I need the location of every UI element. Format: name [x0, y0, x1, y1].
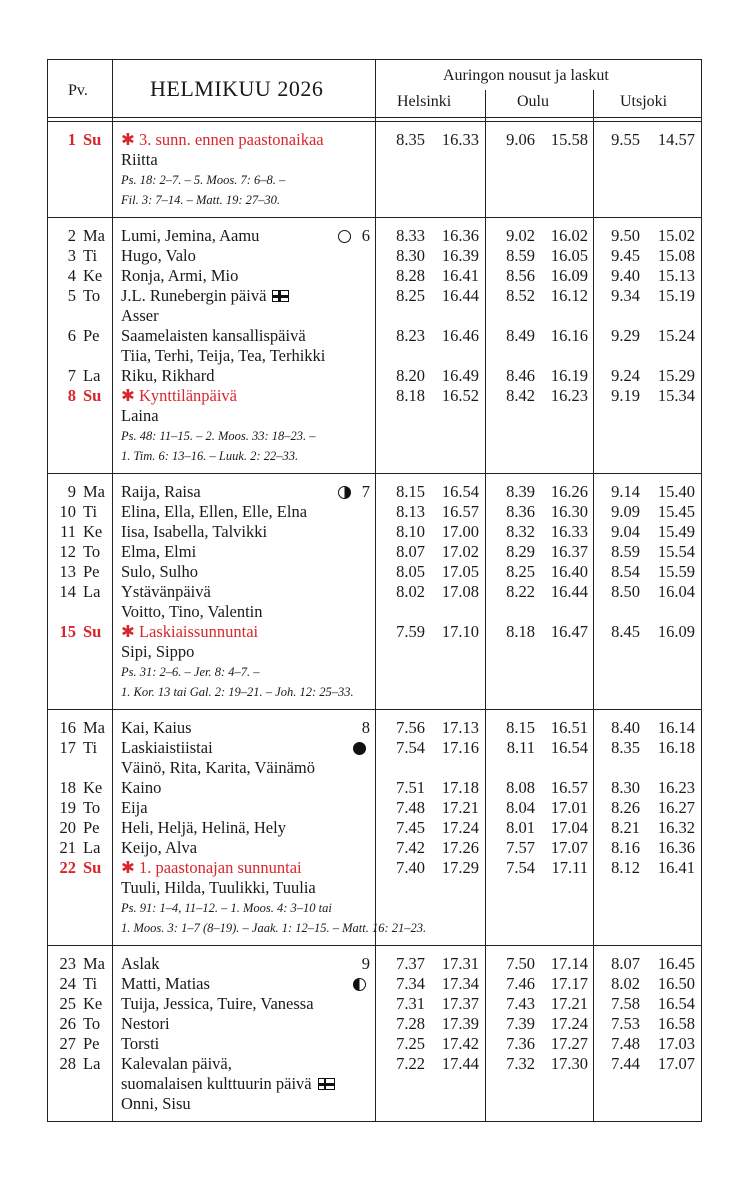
sunset-time: 17.10 — [441, 622, 479, 641]
sunrise-time: 9.09 — [611, 502, 640, 521]
sunset-time: 16.44 — [441, 286, 479, 305]
sunset-time: 17.21 — [550, 994, 588, 1013]
sunset-time: 16.19 — [550, 366, 588, 385]
day-title: Eija — [121, 798, 148, 817]
sunset-time: 17.07 — [550, 838, 588, 857]
day-title: Ystävänpäivä — [121, 582, 211, 601]
sunrise-time: 8.22 — [506, 582, 535, 601]
weekday: Pe — [83, 326, 100, 345]
flag-icon — [272, 290, 289, 302]
sunrise-time: 7.40 — [396, 858, 425, 877]
sunset-time: 16.27 — [657, 798, 695, 817]
day-title: ✱ 1. paastonajan sunnuntai — [121, 858, 302, 877]
sunrise-time: 8.40 — [611, 718, 640, 737]
scripture-reference: Fil. 3: 7–14. – Matt. 19: 27–30. — [121, 193, 281, 207]
day-number: 24 — [59, 974, 76, 993]
sunrise-time: 9.29 — [611, 326, 640, 345]
day-number: 3 — [67, 246, 76, 265]
day-title: Riku, Rikhard — [121, 366, 215, 385]
sunrise-time: 9.45 — [611, 246, 640, 265]
day-number: 9 — [67, 482, 76, 501]
sunrise-time: 8.54 — [611, 562, 640, 581]
sunset-time: 16.30 — [550, 502, 588, 521]
sunrise-time: 7.44 — [611, 1054, 640, 1073]
sunset-time: 16.54 — [441, 482, 479, 501]
sunset-time: 17.24 — [550, 1014, 588, 1033]
day-title: Torsti — [121, 1034, 160, 1053]
sunrise-time: 7.48 — [611, 1034, 640, 1053]
col-line-names — [375, 59, 376, 1122]
sunset-time: 17.44 — [441, 1054, 479, 1073]
sunrise-time: 8.46 — [506, 366, 535, 385]
day-number: 11 — [60, 522, 76, 541]
day-title: Laskiaistiistai — [121, 738, 213, 757]
col-line-helsinki — [485, 90, 486, 1122]
weekday: La — [83, 582, 101, 601]
weekday: Ma — [83, 718, 105, 737]
sunset-time: 15.54 — [657, 542, 695, 561]
week-divider — [47, 945, 702, 946]
day-number: 13 — [59, 562, 76, 581]
sunset-time: 17.39 — [441, 1014, 479, 1033]
day-number: 10 — [59, 502, 76, 521]
weekday: Ke — [83, 994, 103, 1013]
sunset-time: 16.23 — [550, 386, 588, 405]
sunrise-time: 7.50 — [506, 954, 535, 973]
sunset-time: 16.47 — [550, 622, 588, 641]
sunrise-time: 8.45 — [611, 622, 640, 641]
sunrise-time: 8.25 — [506, 562, 535, 581]
day-number: 18 — [59, 778, 76, 797]
day-title: ✱ 3. sunn. ennen paastonaikaa — [121, 130, 324, 149]
city-helsinki: Helsinki — [397, 93, 452, 110]
sunset-time: 17.26 — [441, 838, 479, 857]
sunset-time: 17.21 — [441, 798, 479, 817]
sunset-time: 17.07 — [657, 1054, 695, 1073]
moon-week-number: 7 — [361, 482, 370, 501]
sunset-time: 17.27 — [550, 1034, 588, 1053]
weekday: Pe — [83, 818, 100, 837]
sunrise-time: 7.39 — [506, 1014, 535, 1033]
day-title: Lumi, Jemina, Aamu — [121, 226, 260, 245]
weekday: Pe — [83, 1034, 100, 1053]
sunrise-time: 9.02 — [506, 226, 535, 245]
moon-week-number: 6 — [361, 226, 370, 245]
scripture-reference: Ps. 31: 2–6. – Jer. 8: 4–7. – — [121, 665, 260, 679]
sunset-time: 17.18 — [441, 778, 479, 797]
sunset-time: 16.45 — [657, 954, 695, 973]
day-number: 17 — [59, 738, 76, 757]
day-title: Hugo, Valo — [121, 246, 196, 265]
sunrise-time: 7.28 — [396, 1014, 425, 1033]
sun-header: Auringon nousut ja laskut — [443, 67, 609, 84]
sunrise-time: 7.34 — [396, 974, 425, 993]
sunrise-time: 8.35 — [396, 130, 425, 149]
sunset-time: 16.46 — [441, 326, 479, 345]
sunrise-time: 8.26 — [611, 798, 640, 817]
sunset-time: 16.57 — [441, 502, 479, 521]
name-list: Asser — [121, 306, 159, 325]
sunset-time: 17.24 — [441, 818, 479, 837]
sunset-time: 17.29 — [441, 858, 479, 877]
sunrise-time: 8.52 — [506, 286, 535, 305]
sunset-time: 16.41 — [441, 266, 479, 285]
city-utsjoki: Utsjoki — [620, 93, 668, 110]
sunrise-time: 7.37 — [396, 954, 425, 973]
sunrise-time: 8.35 — [611, 738, 640, 757]
day-title: ✱ Laskiaissunnuntai — [121, 622, 259, 641]
sunset-time: 16.32 — [657, 818, 695, 837]
sunrise-time: 7.59 — [396, 622, 425, 641]
sunrise-time: 9.19 — [611, 386, 640, 405]
sunset-time: 16.40 — [550, 562, 588, 581]
sunrise-time: 7.48 — [396, 798, 425, 817]
sunrise-time: 8.13 — [396, 502, 425, 521]
week-divider — [47, 709, 702, 710]
name-list: Tiia, Terhi, Teija, Tea, Terhikki — [121, 346, 326, 365]
day-title: Kaino — [121, 778, 162, 797]
day-number: 1 — [67, 130, 76, 149]
weekday: La — [83, 366, 101, 385]
sunrise-time: 7.51 — [396, 778, 425, 797]
day-title: Kai, Kaius — [121, 718, 192, 737]
sunrise-time: 8.07 — [611, 954, 640, 973]
weekday: Ma — [83, 226, 105, 245]
sunrise-time: 7.25 — [396, 1034, 425, 1053]
sunset-time: 16.36 — [441, 226, 479, 245]
name-list: Onni, Sisu — [121, 1094, 191, 1113]
sunrise-time: 8.59 — [611, 542, 640, 561]
day-number: 26 — [59, 1014, 76, 1033]
sunset-time: 16.12 — [550, 286, 588, 305]
month-title: HELMIKUU 2026 — [150, 76, 324, 101]
day-number: 20 — [59, 818, 76, 837]
weekday: Ti — [83, 246, 98, 265]
sunset-time: 16.02 — [550, 226, 588, 245]
day-title: Matti, Matias — [121, 974, 210, 993]
scripture-reference: 1. Tim. 6: 13–16. – Luuk. 2: 22–33. — [121, 449, 299, 463]
sunset-time: 16.58 — [657, 1014, 695, 1033]
sunrise-time: 7.45 — [396, 818, 425, 837]
day-title: Nestori — [121, 1014, 170, 1033]
weekday: To — [83, 286, 101, 305]
sunrise-time: 8.12 — [611, 858, 640, 877]
weekday: Ti — [83, 502, 98, 521]
weekday: Ke — [83, 778, 103, 797]
day-number: 28 — [59, 1054, 76, 1073]
last-quarter-moon-icon — [353, 978, 366, 991]
weekday: Ma — [83, 954, 105, 973]
sunset-time: 16.04 — [657, 582, 695, 601]
day-title: J.L. Runebergin päivä — [121, 286, 267, 305]
weekday: La — [83, 838, 101, 857]
sunrise-time: 8.30 — [396, 246, 425, 265]
sunrise-time: 8.18 — [396, 386, 425, 405]
day-number: 21 — [59, 838, 76, 857]
sunset-time: 16.14 — [657, 718, 695, 737]
name-list: Riitta — [121, 150, 158, 169]
city-oulu: Oulu — [517, 93, 549, 110]
day-number: 16 — [59, 718, 76, 737]
sunrise-time: 8.08 — [506, 778, 535, 797]
sunrise-time: 8.32 — [506, 522, 535, 541]
sunrise-time: 8.30 — [611, 778, 640, 797]
sunset-time: 16.23 — [657, 778, 695, 797]
day-title: Kalevalan päivä, — [121, 1054, 232, 1073]
sunset-time: 17.37 — [441, 994, 479, 1013]
name-list: Sipi, Sippo — [121, 642, 195, 661]
day-title: Aslak — [121, 954, 160, 973]
weekday: Su — [83, 858, 102, 877]
sunrise-time: 8.28 — [396, 266, 425, 285]
sunset-time: 16.36 — [657, 838, 695, 857]
day-number: 8 — [67, 386, 76, 405]
day-number: 14 — [59, 582, 76, 601]
sunrise-time: 8.02 — [611, 974, 640, 993]
sunset-time: 16.54 — [550, 738, 588, 757]
sunset-time: 17.00 — [441, 522, 479, 541]
sunrise-time: 8.56 — [506, 266, 535, 285]
sunrise-time: 8.16 — [611, 838, 640, 857]
col-line-day — [112, 59, 113, 1122]
sunrise-time: 8.01 — [506, 818, 535, 837]
sunset-time: 16.33 — [550, 522, 588, 541]
sunset-time: 15.02 — [657, 226, 695, 245]
day-number: 12 — [59, 542, 76, 561]
sunrise-time: 8.42 — [506, 386, 535, 405]
sunrise-time: 7.32 — [506, 1054, 535, 1073]
weekday: Ma — [83, 482, 105, 501]
week-divider — [47, 473, 702, 474]
full-moon-icon — [338, 230, 351, 243]
day-title: Ronja, Armi, Mio — [121, 266, 239, 285]
sunset-time: 17.02 — [441, 542, 479, 561]
sunset-time: 17.34 — [441, 974, 479, 993]
sunset-time: 17.16 — [441, 738, 479, 757]
sunrise-time: 8.05 — [396, 562, 425, 581]
sunrise-time: 9.06 — [506, 130, 535, 149]
name-list: Väinö, Rita, Karita, Väinämö — [121, 758, 315, 777]
sunset-time: 15.45 — [657, 502, 695, 521]
sunset-time: 15.29 — [657, 366, 695, 385]
sunrise-time: 8.10 — [396, 522, 425, 541]
day-title: Raija, Raisa — [121, 482, 201, 501]
day-title: Elina, Ella, Ellen, Elle, Elna — [121, 502, 308, 521]
day-title: Elma, Elmi — [121, 542, 197, 561]
border-left — [47, 59, 48, 1122]
sunrise-time: 8.36 — [506, 502, 535, 521]
sunrise-time: 8.04 — [506, 798, 535, 817]
day-number: 27 — [59, 1034, 76, 1053]
sunrise-time: 7.58 — [611, 994, 640, 1013]
sunset-time: 14.57 — [657, 130, 695, 149]
sunrise-time: 9.34 — [611, 286, 640, 305]
sunrise-time: 7.31 — [396, 994, 425, 1013]
scripture-reference: Ps. 48: 11–15. – 2. Moos. 33: 18–23. – — [121, 429, 316, 443]
sunrise-time: 9.40 — [611, 266, 640, 285]
sunset-time: 16.09 — [657, 622, 695, 641]
day-title: Heli, Heljä, Helinä, Hely — [121, 818, 286, 837]
weekday: Su — [83, 386, 102, 405]
day-number: 19 — [59, 798, 76, 817]
sunset-time: 17.01 — [550, 798, 588, 817]
sunset-time: 16.26 — [550, 482, 588, 501]
weekday: To — [83, 542, 101, 561]
sunset-time: 15.13 — [657, 266, 695, 285]
week-divider — [47, 217, 702, 218]
sunset-time: 17.08 — [441, 582, 479, 601]
sunrise-time: 8.29 — [506, 542, 535, 561]
weekday: Su — [83, 130, 102, 149]
sunset-time: 16.57 — [550, 778, 588, 797]
col-line-oulu — [593, 90, 594, 1122]
sunrise-time: 7.54 — [396, 738, 425, 757]
scripture-reference: 1. Moos. 3: 1–7 (8–19). – Jaak. 1: 12–15. – Matt. 16: 21–23. — [121, 921, 427, 935]
weekday: Ke — [83, 266, 103, 285]
sunrise-time: 7.42 — [396, 838, 425, 857]
day-title: Keijo, Alva — [121, 838, 198, 857]
sunrise-time: 7.54 — [506, 858, 535, 877]
sunset-time: 16.33 — [441, 130, 479, 149]
sunset-time: 15.08 — [657, 246, 695, 265]
sunrise-time: 8.21 — [611, 818, 640, 837]
sunset-time: 15.58 — [550, 130, 588, 149]
sunset-time: 16.54 — [657, 994, 695, 1013]
weekday: La — [83, 1054, 101, 1073]
sunrise-time: 8.23 — [396, 326, 425, 345]
sunrise-time: 8.07 — [396, 542, 425, 561]
sunset-time: 17.03 — [657, 1034, 695, 1053]
first-quarter-moon-icon — [338, 486, 351, 499]
moon-week-number: 8 — [361, 718, 370, 737]
day-title: Tuija, Jessica, Tuire, Vanessa — [121, 994, 314, 1013]
sunrise-time: 9.50 — [611, 226, 640, 245]
sunset-time: 16.41 — [657, 858, 695, 877]
sunset-time: 15.24 — [657, 326, 695, 345]
sunrise-time: 8.11 — [506, 738, 535, 757]
sunset-time: 15.49 — [657, 522, 695, 541]
day-number: 7 — [67, 366, 76, 385]
sunset-time: 17.04 — [550, 818, 588, 837]
sunrise-time: 8.59 — [506, 246, 535, 265]
sunrise-time: 9.24 — [611, 366, 640, 385]
sunrise-time: 8.15 — [396, 482, 425, 501]
sunset-time: 17.42 — [441, 1034, 479, 1053]
sunset-time: 17.17 — [550, 974, 588, 993]
border-right — [701, 59, 702, 1122]
day-number: 2 — [67, 226, 76, 245]
scripture-reference: Ps. 91: 1–4, 11–12. – 1. Moos. 4: 3–10 tai — [121, 901, 332, 915]
name-list: suomalaisen kulttuurin päivä — [121, 1074, 312, 1093]
weekday: Su — [83, 622, 102, 641]
sunset-time: 16.49 — [441, 366, 479, 385]
day-number: 5 — [67, 286, 76, 305]
day-number: 15 — [59, 622, 76, 641]
weekday: Ti — [83, 738, 98, 757]
sunset-time: 17.11 — [551, 858, 588, 877]
sunset-time: 16.50 — [657, 974, 695, 993]
sunset-time: 16.16 — [550, 326, 588, 345]
moon-week-number: 9 — [361, 954, 370, 973]
weekday: Ke — [83, 522, 103, 541]
sunset-time: 15.19 — [657, 286, 695, 305]
day-number: 25 — [59, 994, 76, 1013]
name-list: Laina — [121, 406, 159, 425]
sunset-time: 16.05 — [550, 246, 588, 265]
weekday: To — [83, 798, 101, 817]
sunrise-time: 8.20 — [396, 366, 425, 385]
sunset-time: 15.59 — [657, 562, 695, 581]
sunrise-time: 8.39 — [506, 482, 535, 501]
sunset-time: 17.05 — [441, 562, 479, 581]
weekday: To — [83, 1014, 101, 1033]
sunrise-time: 9.55 — [611, 130, 640, 149]
day-number: 4 — [67, 266, 76, 285]
sunrise-time: 8.25 — [396, 286, 425, 305]
day-title: Iisa, Isabella, Talvikki — [121, 522, 268, 541]
new-moon-icon — [353, 742, 366, 755]
sunset-time: 16.39 — [441, 246, 479, 265]
sunrise-time: 7.36 — [506, 1034, 535, 1053]
sunset-time: 16.52 — [441, 386, 479, 405]
sunrise-time: 8.33 — [396, 226, 425, 245]
sunset-time: 15.34 — [657, 386, 695, 405]
weekday: Pe — [83, 562, 100, 581]
sunrise-time: 7.43 — [506, 994, 535, 1013]
sunset-time: 16.09 — [550, 266, 588, 285]
sunset-time: 17.13 — [441, 718, 479, 737]
sunset-time: 16.18 — [657, 738, 695, 757]
flag-icon — [318, 1078, 335, 1090]
day-number: 23 — [59, 954, 76, 973]
sunset-time: 17.14 — [550, 954, 588, 973]
sunset-time: 17.31 — [441, 954, 479, 973]
sunrise-time: 8.50 — [611, 582, 640, 601]
sunset-time: 17.30 — [550, 1054, 588, 1073]
day-title: Sulo, Sulho — [121, 562, 199, 581]
sunset-time: 16.44 — [550, 582, 588, 601]
day-title: ✱ Kynttilänpäivä — [121, 386, 238, 405]
sunrise-time: 8.15 — [506, 718, 535, 737]
sunrise-time: 7.57 — [506, 838, 535, 857]
sunrise-time: 7.22 — [396, 1054, 425, 1073]
sunrise-time: 8.02 — [396, 582, 425, 601]
day-number: 22 — [59, 858, 76, 877]
day-column-header: Pv. — [68, 82, 88, 99]
name-list: Tuuli, Hilda, Tuulikki, Tuulia — [121, 878, 316, 897]
sunrise-time: 7.53 — [611, 1014, 640, 1033]
scripture-reference: 1. Kor. 13 tai Gal. 2: 19–21. – Joh. 12: 25–33. — [121, 685, 354, 699]
sunrise-time: 8.49 — [506, 326, 535, 345]
day-title: Saamelaisten kansallispäivä — [121, 326, 306, 345]
scripture-reference: Ps. 18: 2–7. – 5. Moos. 7: 6–8. – — [121, 173, 286, 187]
sunrise-time: 9.14 — [611, 482, 640, 501]
sunset-time: 15.40 — [657, 482, 695, 501]
sunrise-time: 7.46 — [506, 974, 535, 993]
name-list: Voitto, Tino, Valentin — [121, 602, 263, 621]
sunrise-time: 7.56 — [396, 718, 425, 737]
sunrise-time: 9.04 — [611, 522, 640, 541]
sunrise-time: 8.18 — [506, 622, 535, 641]
day-number: 6 — [67, 326, 76, 345]
weekday: Ti — [83, 974, 98, 993]
sunset-time: 16.51 — [550, 718, 588, 737]
sunset-time: 16.37 — [550, 542, 588, 561]
